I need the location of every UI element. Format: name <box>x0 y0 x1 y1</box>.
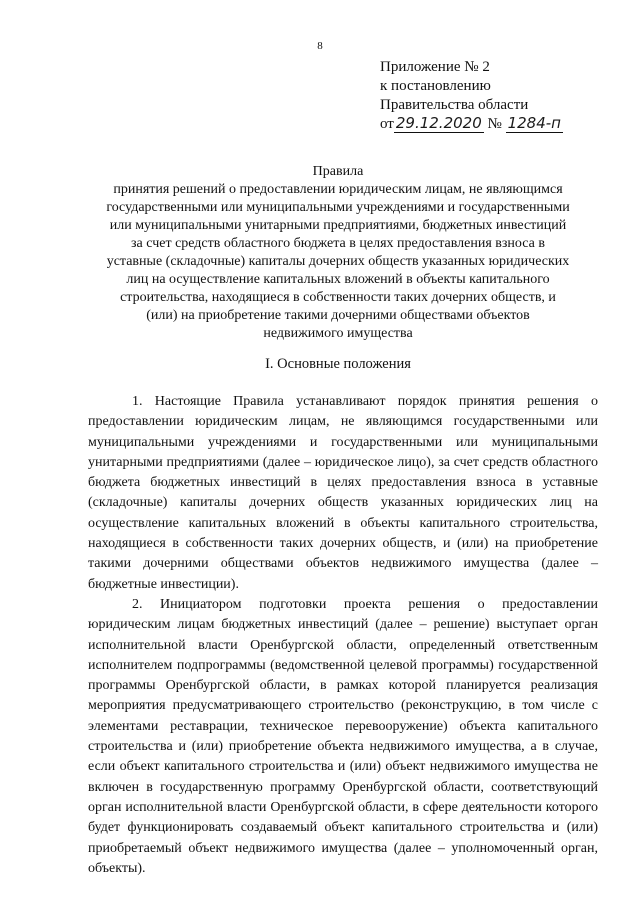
section-heading: I. Основные положения <box>265 356 411 372</box>
number-prefix: № <box>487 116 502 132</box>
title-heading: Правила <box>312 164 364 179</box>
document-body <box>88 392 598 879</box>
date-prefix: от <box>380 116 394 132</box>
title-line: лиц на осуществление капитальных вложений в объекты капитального <box>126 272 550 287</box>
title-line: принятия решений о предоставлении юридическим лицам, не являющимся <box>113 182 563 197</box>
title-line: за счет средств областного бюджета в целях предоставления взноса в <box>131 236 545 251</box>
title-line: уставные (складочные) капиталы дочерних обществ указанных юридических <box>106 254 570 269</box>
title-line: строительства, находящиеся в собственности таких дочерних обществ, и <box>120 290 556 305</box>
title-line: или муниципальными унитарными предприятиями, бюджетных инвестиций <box>109 218 567 233</box>
handwritten-number: 1284-п <box>507 114 561 132</box>
appendix-line-1: Приложение № 2 <box>380 59 490 75</box>
appendix-line-3: Правительства области <box>380 97 529 113</box>
paragraph-2: 2. Инициатором подготовки проекта решения о предоставлении юридическим лицам бюджетных инвестиций (далее – решение) выступает орган исполнительной власти Оренбургской области, определенный ответственным исполнителем подпрограммы (ведомственной целевой программы) государственной программы Оренбургской области, в рамках которой планируется реализация мероприятия предусматривающего строительство (реконструкцию, в том числе с элементами реставрации, техническое перевооружение) объекта капитального строительства и (или) приобретение объекта недвижимого имущества, а в случае, если объект капитального строительства и (или) объект недвижимого имущества не включен в государственную программу Оренбургской области, соответствующий орган исполнительной власти Оренбургской области, в сфере деятельности которого будет функционировать создаваемый объект капитального строительства и (или) приобретаемый объект недвижимого имущества (далее – уполномоченный орган, объекты). <box>88 596 598 876</box>
title-line: (или) на приобретение такими дочерними обществами объектов <box>146 308 530 323</box>
appendix-line-2: к постановлению <box>380 78 491 94</box>
handwritten-date: 29.12.2020 <box>395 114 482 132</box>
document-title <box>88 163 588 343</box>
title-line: государственными или муниципальными учреждениями и государственными <box>106 200 570 215</box>
appendix-date-line <box>380 115 620 134</box>
page-number: 8 <box>317 40 323 52</box>
paragraph-1: 1. Настоящие Правила устанавливают порядок принятия решения о предоставлении юридическим лицам, не являющимся государственными или муниципальными учреждениями и государственными или муниципальными унитарными предприятиями (далее – юридическое лицо), за счет средств областного бюджета бюджетных инвестиций в целях предоставления взноса в уставные (складочные) капиталы дочерних обществ указанных юридических лиц на осуществление капитальных вложений в объекты капитального строительства, находящиеся в собственности таких дочерних обществ, и (или) на приобретение такими дочерними обществами объектов недвижимого имущества (далее – бюджетные инвестиции). <box>88 394 598 592</box>
appendix-block <box>380 58 620 134</box>
title-line: недвижимого имущества <box>263 326 413 341</box>
